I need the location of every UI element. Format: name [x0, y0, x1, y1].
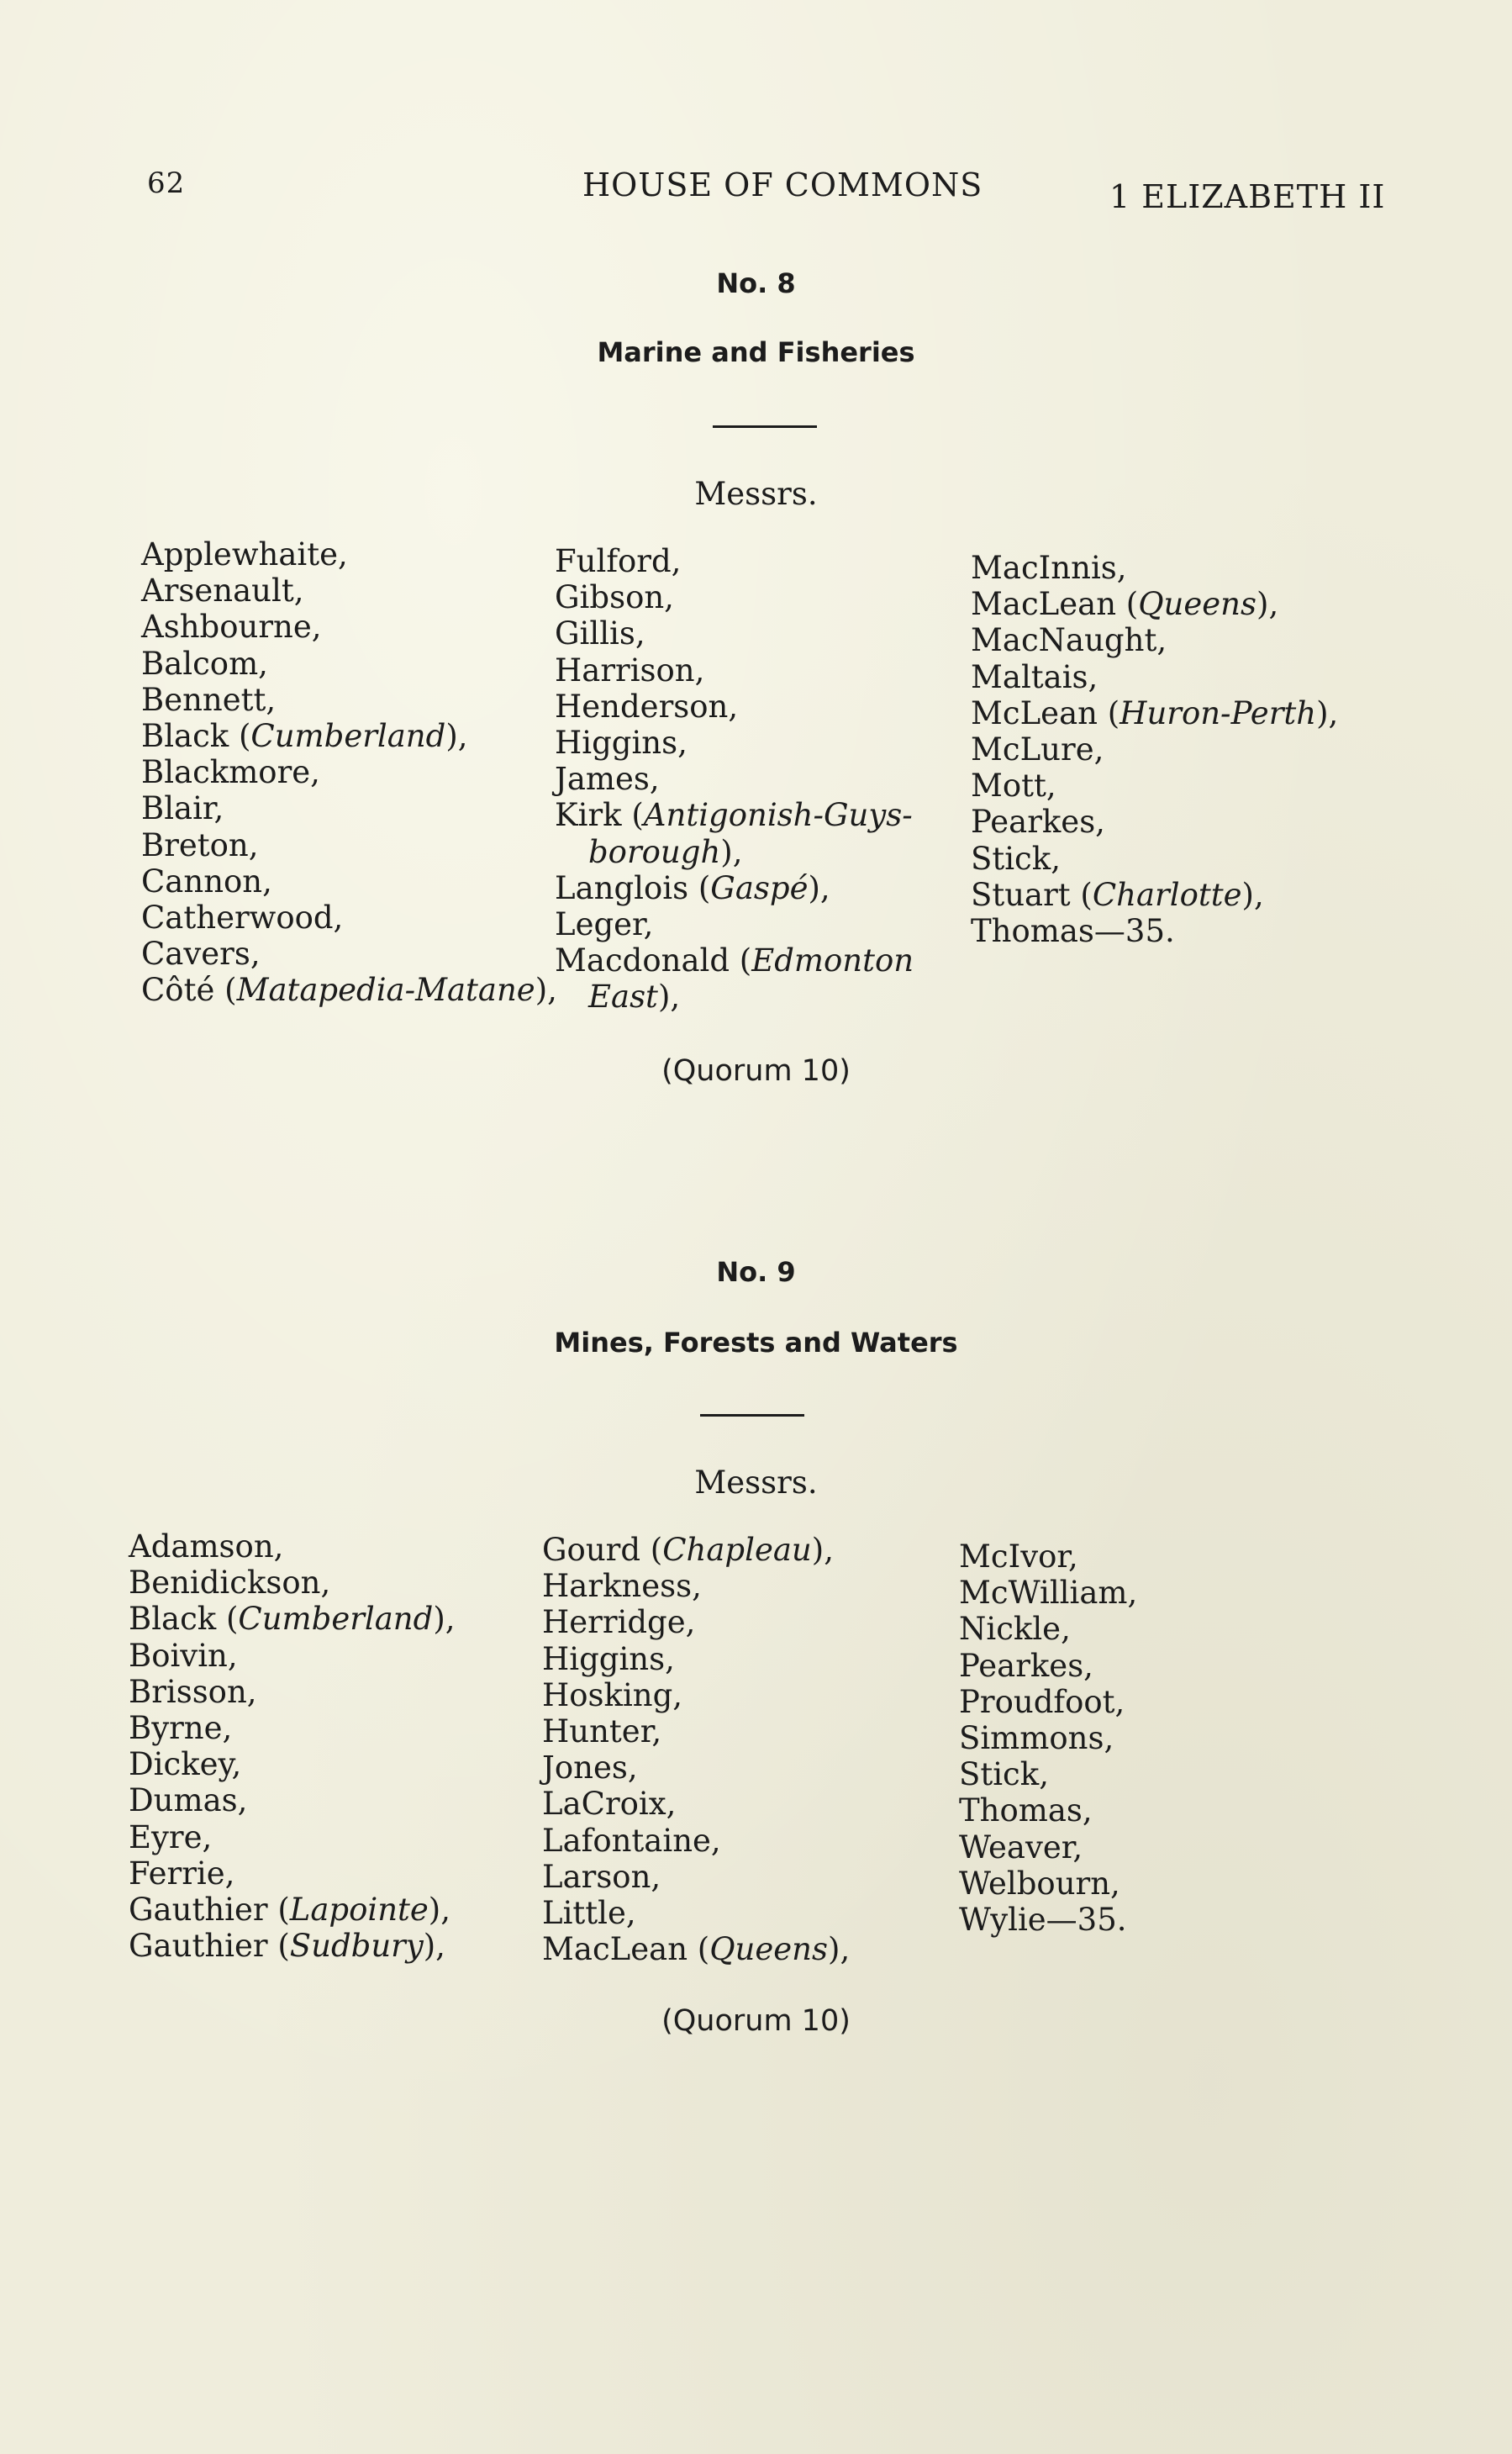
member-name: Hunter,	[542, 1713, 662, 1750]
page-number: 62	[147, 166, 186, 200]
member-name: Byrne,	[129, 1710, 233, 1747]
member-name: Leger,	[555, 906, 654, 943]
member-name: Hosking,	[542, 1676, 683, 1713]
member-name: Fulford,	[555, 543, 682, 579]
member-name-continuation: East),	[588, 979, 681, 1016]
member-name: Mott,	[971, 768, 1056, 805]
member-name: Stick,	[971, 840, 1061, 877]
member-name: Blackmore,	[141, 754, 320, 791]
member-name: Dumas,	[129, 1782, 248, 1819]
member-name: MacInnis,	[971, 550, 1127, 586]
running-title: HOUSE OF COMMONS	[582, 166, 983, 203]
member-name: Thomas—35.	[971, 913, 1175, 950]
member-column-3	[971, 550, 1338, 949]
member-name: Brisson,	[129, 1673, 257, 1710]
member-name: Proudfoot,	[959, 1683, 1125, 1720]
member-name: Gauthier (Sudbury),	[129, 1928, 445, 1965]
section-divider	[700, 1414, 804, 1417]
member-name: Larson,	[542, 1858, 661, 1895]
member-column-1	[141, 536, 557, 1009]
section-divider	[713, 425, 817, 428]
member-name: Breton,	[141, 826, 259, 863]
member-name: Lafontaine,	[542, 1822, 721, 1859]
member-name: Adamson,	[129, 1528, 284, 1565]
member-name: Stick,	[959, 1756, 1049, 1793]
member-name: Ferrie,	[129, 1855, 235, 1892]
member-name: Pearkes,	[959, 1647, 1093, 1684]
member-name: Welbourn,	[959, 1865, 1120, 1902]
member-name: Applewhaite,	[141, 536, 348, 573]
member-name: McIvor,	[959, 1538, 1078, 1575]
member-name: Weaver,	[959, 1829, 1083, 1866]
member-name: Benidickson,	[129, 1565, 331, 1602]
member-name: Maltais,	[971, 658, 1098, 695]
member-name: Arsenault,	[141, 573, 304, 610]
member-name: Higgins,	[542, 1640, 675, 1677]
member-column-2	[542, 1532, 850, 1967]
member-name: McLure,	[971, 731, 1104, 768]
member-name: Blair,	[141, 790, 224, 827]
member-name: McLean (Huron-Perth),	[971, 694, 1339, 731]
committee-title: Marine and Fisheries	[597, 336, 915, 368]
member-name: Wylie—35.	[959, 1902, 1127, 1939]
member-name: Côté (Matapedia-Matane),	[141, 972, 557, 1009]
member-name: Simmons,	[959, 1720, 1114, 1757]
member-name: Bennett,	[141, 681, 277, 718]
salutation: Messrs.	[694, 476, 818, 512]
member-name: Pearkes,	[971, 804, 1105, 841]
member-name: Black (Cumberland),	[141, 718, 468, 755]
committee-number: No. 9	[716, 1256, 796, 1288]
member-name: Cavers,	[141, 936, 261, 973]
member-name: Macdonald (Edmonton	[555, 942, 914, 979]
quorum-note: (Quorum 10)	[661, 2004, 851, 2038]
member-name: Eyre,	[129, 1818, 213, 1855]
member-name: Gauthier (Lapointe),	[129, 1892, 450, 1929]
member-name: Gourd (Chapleau),	[542, 1532, 834, 1568]
member-name: Dickey,	[129, 1746, 242, 1783]
member-name: Harrison,	[555, 652, 705, 689]
member-name: Langlois (Gaspé),	[555, 869, 830, 906]
member-name: James,	[555, 761, 660, 798]
member-name: Jones,	[542, 1749, 638, 1786]
member-column-3	[959, 1538, 1137, 1938]
member-name: Catherwood,	[141, 900, 344, 937]
member-name: MacNaught,	[971, 622, 1167, 659]
member-name: Higgins,	[555, 725, 688, 762]
member-name: Nickle,	[959, 1611, 1071, 1648]
member-name: MacLean (Queens),	[971, 586, 1279, 623]
member-name-continuation: borough),	[588, 833, 743, 870]
member-column-1	[129, 1528, 456, 1964]
member-name: Henderson,	[555, 688, 739, 725]
member-name: Harkness,	[542, 1568, 702, 1605]
member-column-2	[555, 543, 914, 1016]
salutation: Messrs.	[694, 1464, 818, 1501]
member-name: Stuart (Charlotte),	[971, 876, 1264, 913]
member-name: Little,	[542, 1895, 636, 1932]
member-name: Gibson,	[555, 579, 674, 616]
regnal-year: 1 ELIZABETH II	[1109, 178, 1386, 215]
member-name: Kirk (Antigonish-Guys-	[555, 797, 913, 834]
member-name: LaCroix,	[542, 1786, 677, 1823]
member-name: Balcom,	[141, 645, 268, 682]
member-name: MacLean (Queens),	[542, 1931, 851, 1968]
committee-number: No. 8	[716, 267, 796, 299]
member-name: Herridge,	[542, 1604, 696, 1641]
member-name: Cannon,	[141, 863, 272, 900]
member-name: Thomas,	[959, 1792, 1093, 1829]
committee-title: Mines, Forests and Waters	[554, 1327, 958, 1359]
quorum-note: (Quorum 10)	[661, 1054, 851, 1088]
member-name: McWilliam,	[959, 1575, 1138, 1612]
member-name: Gillis,	[555, 615, 645, 652]
member-name: Black (Cumberland),	[129, 1601, 456, 1638]
member-name: Ashbourne,	[141, 609, 322, 646]
member-name: Boivin,	[129, 1637, 238, 1674]
